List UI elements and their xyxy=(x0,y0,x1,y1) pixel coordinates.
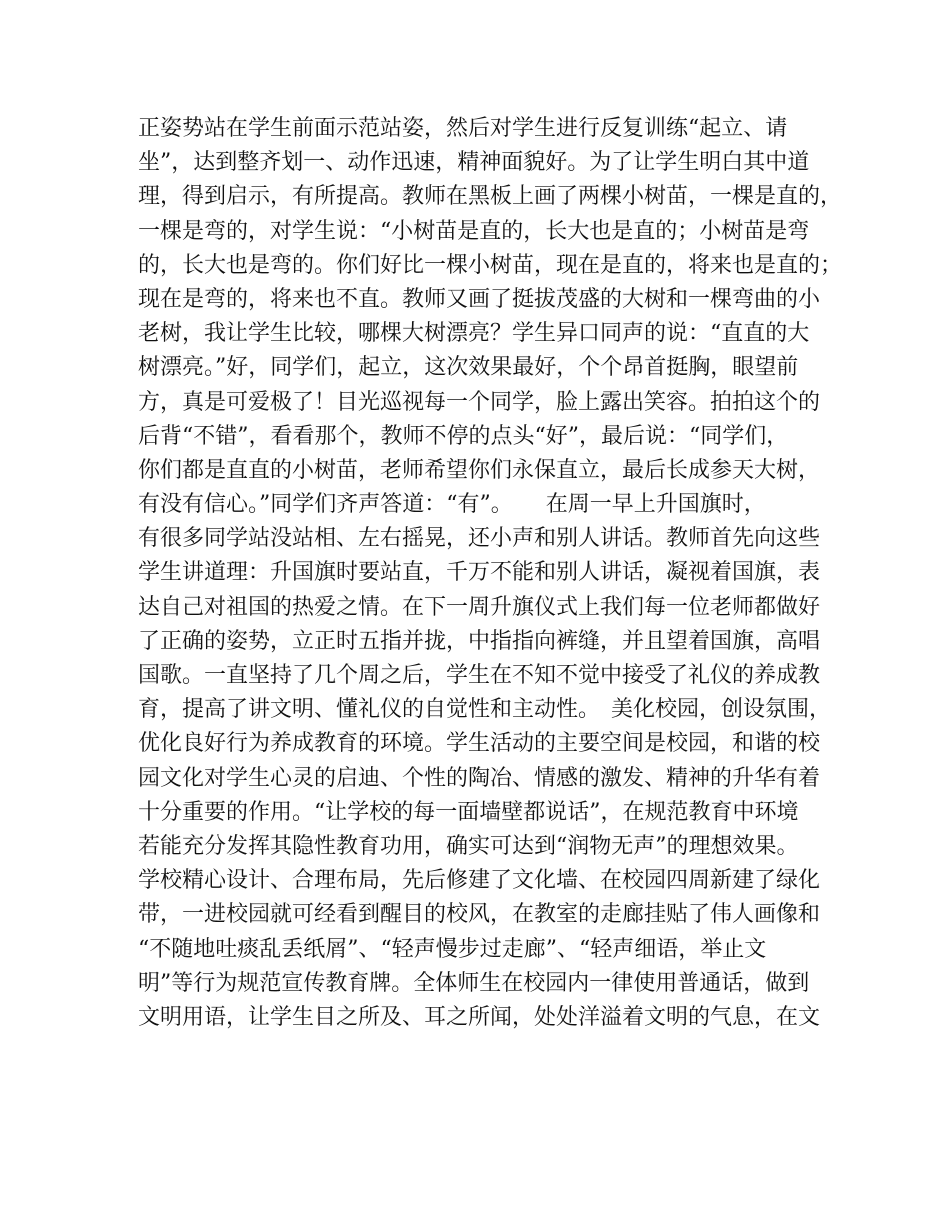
text-line: 优化良好行为养成教育的环境。学生活动的主要空间是校园，和谐的校 xyxy=(138,731,821,757)
text-line: 的，长大也是弯的。你们好比一棵小树苗，现在是直的，将来也是直的； xyxy=(138,252,843,278)
text-line: 文明用语，让学生目之所及、耳之所闻，处处洋溢着文明的气息，在文 xyxy=(138,1004,821,1030)
text-line: 有没有信心。”同学们齐声答道：“有”。 在周一早上升国旗时， xyxy=(138,492,766,518)
text-line: 你们都是直直的小树苗，老师希望你们永保直立，最后长成参天大树， xyxy=(138,457,821,483)
text-line: 树漂亮。”好，同学们，起立，这次效果最好，个个昂首挺胸，眼望前 xyxy=(138,355,799,381)
text-line: 方，真是可爱极了！目光巡视每一个同学，脸上露出笑容。拍拍这个的 xyxy=(138,389,821,415)
text-line: 一棵是弯的，对学生说：“小树苗是直的，长大也是直的；小树苗是弯 xyxy=(138,218,810,244)
text-line: 后背“不错”，看看那个，教师不停的点头“好”，最后说：“同学们， xyxy=(138,423,789,449)
text-line: 十分重要的作用。“让学校的每一面墙壁都说话”，在规范教育中环境 xyxy=(138,799,799,825)
text-line: 坐”，达到整齐划一、动作迅速，精神面貌好。为了让学生明白其中道 xyxy=(138,150,810,176)
text-line: 明”等行为规范宣传教育牌。全体师生在校园内一律使用普通话，做到 xyxy=(138,970,810,996)
text-line: 学生讲道理：升国旗时要站直，千万不能和别人讲话，凝视着国旗，表 xyxy=(138,560,821,586)
text-line: 正姿势站在学生前面示范站姿，然后对学生进行反复训练“起立、请 xyxy=(138,116,788,141)
text-line: 育，提高了讲文明、懂礼仪的自觉性和主动性。 美化校园，创设氛围， xyxy=(138,697,832,723)
text-line: 若能充分发挥其隐性教育功用，确实可达到“润物无声”的理想效果。 xyxy=(138,833,799,859)
text-line: 老树，我让学生比较，哪棵大树漂亮？学生异口同声的说：“直直的大 xyxy=(138,321,810,347)
text-line: 学校精心设计、合理布局，先后修建了文化墙、在校园四周新建了绿化 xyxy=(138,868,821,894)
text-line: 现在是弯的，将来也不直。教师又画了挺拔茂盛的大树和一棵弯曲的小 xyxy=(138,286,821,312)
text-line: 国歌。一直坚持了几个周之后，学生在不知不觉中接受了礼仪的养成教 xyxy=(138,663,821,688)
text-line: 有很多同学站没站相、左右摇晃，还小声和别人讲话。教师首先向这些 xyxy=(138,526,821,552)
body-text xyxy=(138,112,843,1035)
text-line: 达自己对祖国的热爱之情。在下一周升旗仪式上我们每一位老师都做好 xyxy=(138,594,821,620)
text-line: 了正确的姿势，立正时五指并拢，中指指向裤缝，并且望着国旗，高唱 xyxy=(138,628,821,654)
text-line: 理，得到启示，有所提高。教师在黑板上画了两棵小树苗，一棵是直的， xyxy=(138,184,843,210)
text-line: 带，一进校园就可经看到醒目的校风，在教室的走廊挂贴了伟人画像和 xyxy=(138,902,821,928)
text-line: 园文化对学生心灵的启迪、个性的陶冶、情感的激发、精神的升华有着 xyxy=(138,765,821,791)
text-line: “不随地吐痰乱丢纸屑”、“轻声慢步过走廊”、“轻声细语，举止文 xyxy=(138,936,767,962)
